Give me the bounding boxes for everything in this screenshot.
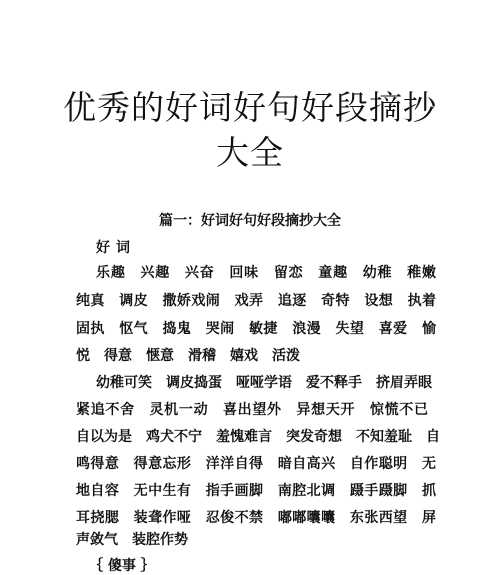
- text-line: 幼稚可笑 调皮捣蛋 哑哑学语 爱不释手 挤眉弄眼: [96, 375, 432, 391]
- text-line: 乐趣 兴趣 兴奋 回味 留恋 童趣 幼稚 稚嫩: [96, 265, 436, 281]
- subsection-tag: ｛ 傻事 ｝: [89, 558, 155, 574]
- text-line: 自以为是 鸡犬不宁 羞愧难言 突发奇想 不知羞耻 自: [76, 429, 440, 445]
- document-subtitle: 篇一：好词好句好段摘抄大全: [159, 213, 341, 229]
- document-title-line-1: 优秀的好词好句好段摘抄: [63, 88, 437, 127]
- text-line: 耳挠腮 装聋作哑 忍俊不禁 嘟嘟囔囔 东张西望 屏: [76, 510, 436, 526]
- section-heading: 好词: [96, 240, 136, 256]
- text-line: 纯真 调皮 撒娇戏闹 戏弄 追逐 奇特 设想 执着: [76, 293, 436, 309]
- text-line: 声敛气 装腔作势: [76, 532, 188, 548]
- document-title-line-2: 大全: [216, 133, 284, 172]
- text-line: 固执 怄气 捣鬼 哭闹 敏捷 浪漫 失望 喜爱 愉: [76, 321, 436, 337]
- text-line: 鸣得意 得意忘形 洋洋自得 暗自高兴 自作聪明 无: [76, 456, 436, 472]
- text-line: 紧追不舍 灵机一动 喜出望外 异想天开 惊慌不已: [76, 402, 428, 418]
- text-line: 悦 得意 惬意 滑稽 嬉戏 活泼: [76, 348, 300, 364]
- text-line: 地自容 无中生有 指手画脚 南腔北调 蹑手蹑脚 抓: [76, 483, 436, 499]
